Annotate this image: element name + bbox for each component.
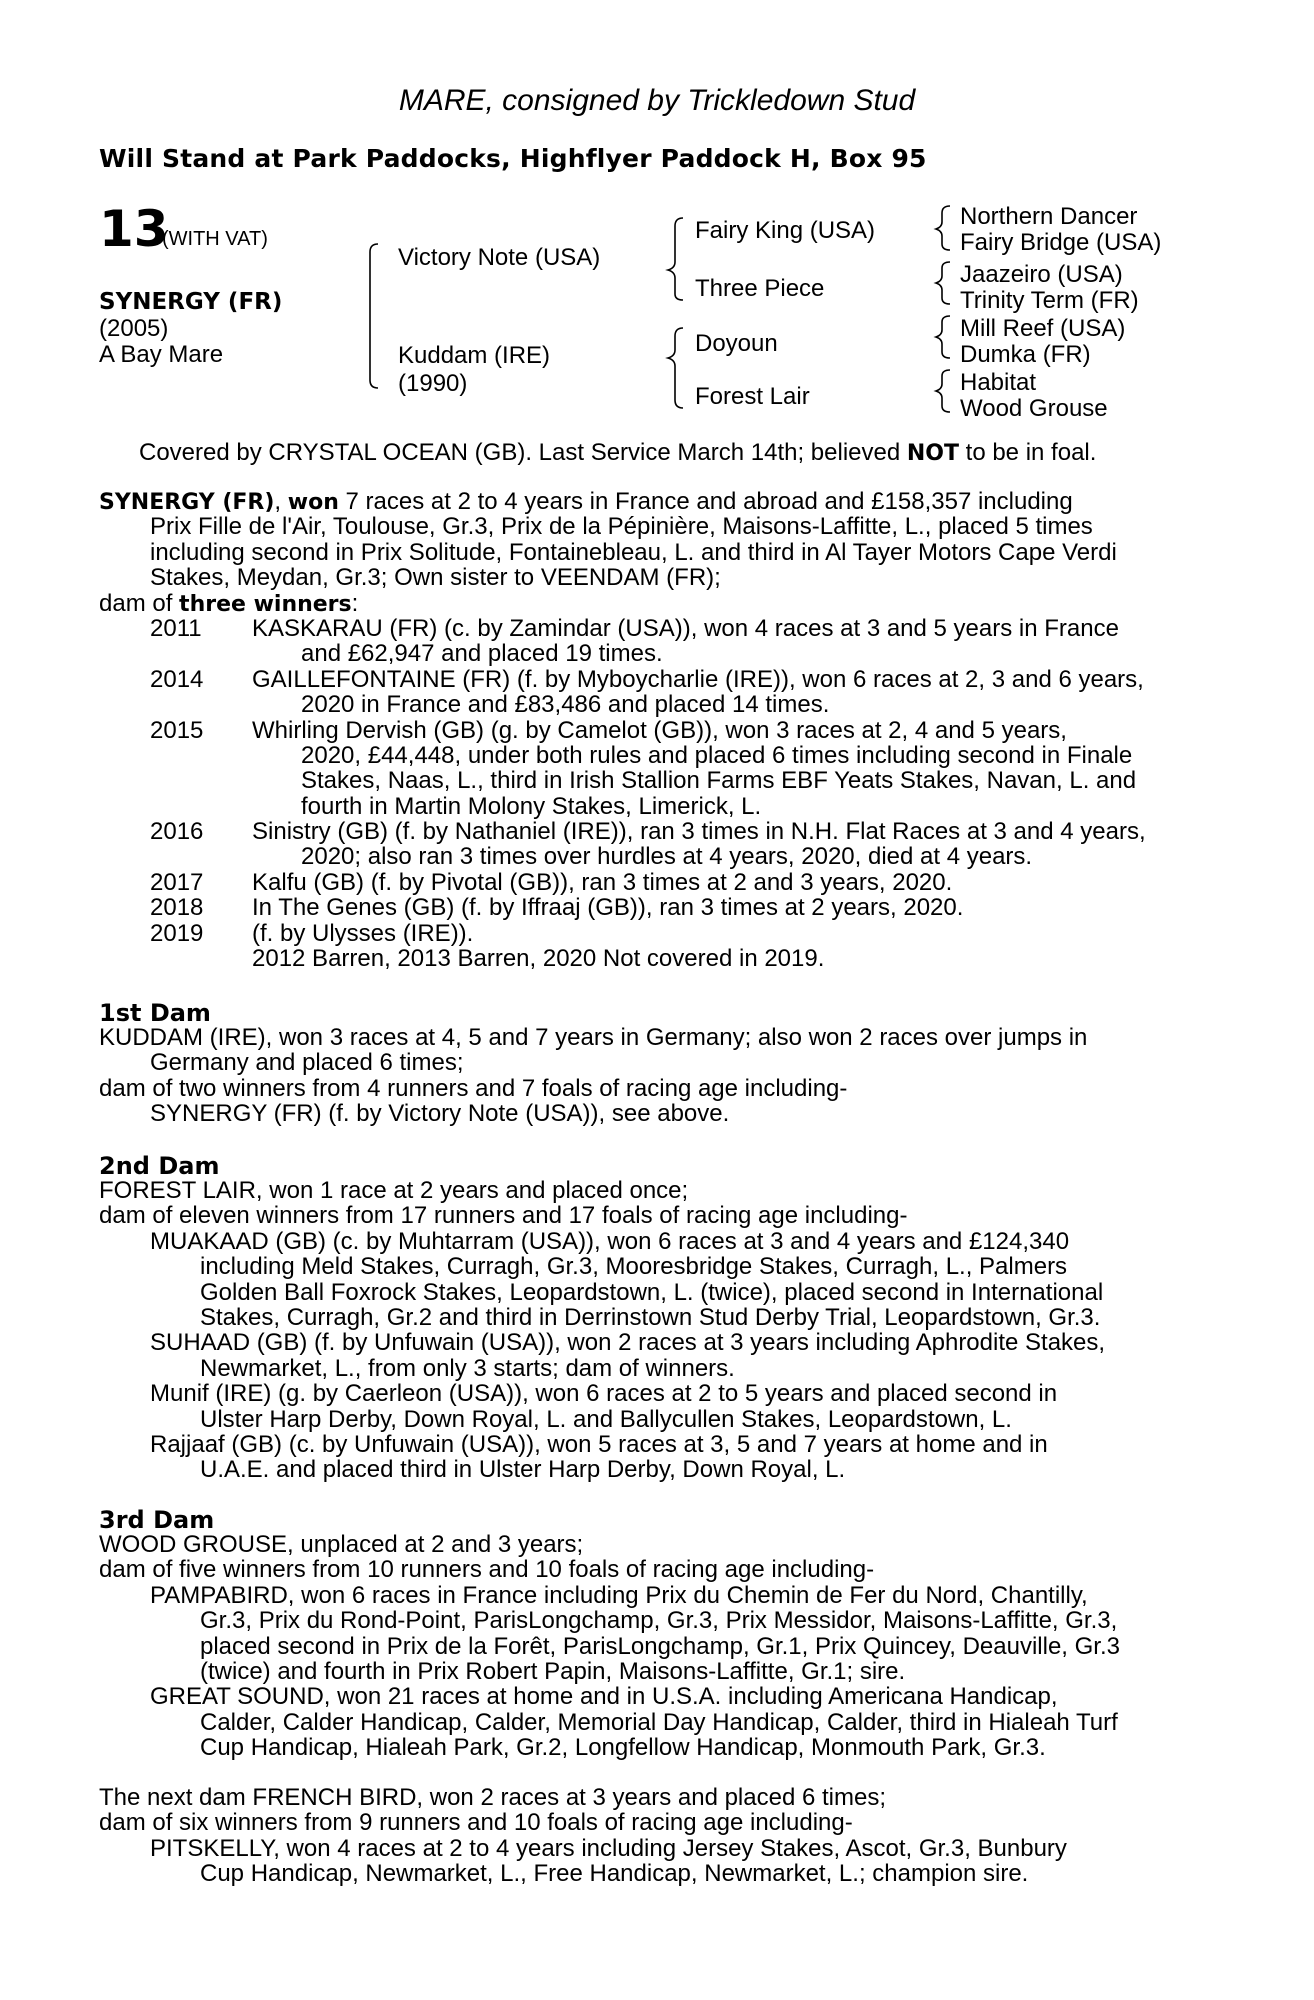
second-dam-line: including Meld Stakes, Curragh, Gr.3, Mooresbridge Stakes, Curragh, L., Palmers <box>200 1253 1068 1281</box>
pedigree-g8: Wood Grouse <box>960 395 1108 422</box>
bracket-g34 <box>936 262 950 304</box>
second-dam-line: dam of eleven winners from 17 runners and 17 foals of racing age including- <box>99 1202 908 1230</box>
first-dam-line: SYNERGY (FR) (f. by Victory Note (USA)), see above. <box>150 1100 730 1128</box>
second-dam-line: MUAKAAD (GB) (c. by Muhtarram (USA)), won 6 races at 3 and 4 years and £124,340 <box>150 1227 1070 1255</box>
horse-description: A Bay Mare <box>99 341 224 368</box>
next-dam-line: PITSKELLY, won 4 races at 2 to 4 years including Jersey Stakes, Ascot, Gr.3, Bunbury <box>150 1834 1067 1862</box>
produce-item: 2017 Kalfu (GB) (f. by Pivotal (GB)), ran 3 times at 2 and 3 years, 2020. <box>150 868 953 896</box>
pedigree-g7: Habitat <box>960 369 1037 396</box>
third-dam-line: (twice) and fourth in Prix Robert Papin, Maisons-Laffitte, Gr.1; sire. <box>200 1657 906 1685</box>
covering-note: Covered by CRYSTAL OCEAN (GB). Last Service March 14th; believed NOT to be in foal. <box>139 439 1097 466</box>
pedigree-dam-dam: Forest Lair <box>695 383 810 410</box>
horse-year: (2005) <box>99 315 169 342</box>
first-dam-line: Germany and placed 6 times; <box>150 1049 464 1077</box>
second-dam-line: Newmarket, L., from only 3 starts; dam of winners. <box>200 1354 735 1382</box>
produce-item: 2018 In The Genes (GB) (f. by Iffraaj (GB)), ran 3 times at 2 years, 2020. <box>150 894 964 922</box>
page-title: MARE, consigned by Trickledown Stud <box>398 84 916 117</box>
third-dam-line: Gr.3, Prix du Rond-Point, ParisLongchamp, Gr.3, Prix Messidor, Maisons-Laffitte, Gr.3, <box>200 1607 1118 1635</box>
produce-item-cont: and £62,947 and placed 19 times. <box>301 640 663 668</box>
first-dam-line: KUDDAM (IRE), won 3 races at 4, 5 and 7 years in Germany; also won 2 races over jumps in <box>99 1024 1088 1051</box>
pedigree-dam-year: (1990) <box>398 370 468 397</box>
second-dam-line: U.A.E. and placed third in Ulster Harp Derby, Down Royal, L. <box>200 1456 846 1484</box>
first-dam-record <box>99 1025 1201 1127</box>
bracket-g12 <box>936 206 950 250</box>
second-dam-line: Munif (IRE) (g. by Caerleon (USA)), won 6 races at 2 to 5 years and placed second in <box>150 1380 1058 1408</box>
third-dam-record <box>99 1532 1201 1761</box>
lot-number: 13 <box>99 200 169 258</box>
pedigree-sire: Victory Note (USA) <box>398 244 601 271</box>
produce-item-cont: Stakes, Naas, L., third in Irish Stallion Farms EBF Yeats Stakes, Navan, L. and <box>301 767 1137 795</box>
bracket-dam <box>668 328 683 408</box>
second-dam-line: Rajjaaf (GB) (c. by Unfuwain (USA)), won 5 races at 3, 5 and 7 years at home and in <box>150 1430 1048 1458</box>
produce-item: 2012 Barren, 2013 Barren, 2020 Not covered in 2019. <box>252 945 825 973</box>
produce-list <box>99 616 1201 971</box>
mare-record <box>99 489 1201 971</box>
second-dam-line: Golden Ball Foxrock Stakes, Leopardstown, L. (twice), placed second in International <box>200 1278 1104 1306</box>
bracket-sire <box>668 218 683 300</box>
first-dam-heading: 1st Dam <box>99 999 211 1027</box>
third-dam-line: Cup Handicap, Hialeah Park, Gr.2, Longfellow Handicap, Monmouth Park, Gr.3. <box>200 1734 1046 1762</box>
second-dam-heading: 2nd Dam <box>99 1152 220 1180</box>
stand-location: Will Stand at Park Paddocks, Highflyer Paddock H, Box 95 <box>99 144 927 173</box>
produce-item: 2015 Whirling Dervish (GB) (g. by Camelot (GB)), won 3 races at 2, 4 and 5 years, <box>150 716 1067 744</box>
third-dam-line: PAMPABIRD, won 6 races in France including Prix du Chemin de Fer du Nord, Chantilly, <box>150 1581 1088 1609</box>
second-dam-line: Stakes, Curragh, Gr.2 and third in Derrinstown Stud Derby Trial, Leopardstown, Gr.3. <box>200 1303 1101 1331</box>
produce-item: 2011 KASKARAU (FR) (c. by Zamindar (USA)), won 4 races at 3 and 5 years in France <box>150 614 1119 642</box>
next-dam-line: The next dam FRENCH BIRD, won 2 races at 3 years and placed 6 times; <box>99 1784 886 1811</box>
third-dam-line: WOOD GROUSE, unplaced at 2 and 3 years; <box>99 1531 584 1558</box>
mare-record-line: including second in Prix Solitude, Fontainebleau, L. and third in Al Tayer Motors Cape Verdi <box>150 538 1117 566</box>
pedigree-dam: Kuddam (IRE) <box>398 342 551 369</box>
pedigree-sire-sire: Fairy King (USA) <box>695 217 876 244</box>
vat-note: (WITH VAT) <box>162 228 268 250</box>
produce-item-cont: fourth in Martin Molony Stakes, Limerick, L. <box>301 792 762 820</box>
third-dam-line: dam of five winners from 10 runners and 10 foals of racing age including- <box>99 1556 875 1584</box>
pedigree-dam-sire: Doyoun <box>695 330 778 357</box>
bracket-g78 <box>936 370 950 412</box>
pedigree-g5: Mill Reef (USA) <box>960 315 1126 342</box>
pedigree-g3: Jaazeiro (USA) <box>960 261 1123 288</box>
second-dam-line: SUHAAD (GB) (f. by Unfuwain (USA)), won 2 races at 3 years including Aphrodite Stakes, <box>150 1329 1106 1357</box>
third-dam-line: GREAT SOUND, won 21 races at home and in U.S.A. including Americana Handicap, <box>150 1683 1058 1711</box>
second-dam-line: FOREST LAIR, won 1 race at 2 years and placed once; <box>99 1177 689 1204</box>
next-dam-record <box>99 1785 1201 1887</box>
next-dam-line: Cup Handicap, Newmarket, L., Free Handicap, Newmarket, L.; champion sire. <box>200 1860 1029 1888</box>
mare-record-line: Stakes, Meydan, Gr.3; Own sister to VEENDAM (FR); <box>150 564 721 592</box>
horse-name: SYNERGY (FR) <box>99 289 283 315</box>
second-dam-line: Ulster Harp Derby, Down Royal, L. and Ballycullen Stakes, Leopardstown, L. <box>200 1405 1012 1433</box>
pedigree-g1: Northern Dancer <box>960 203 1138 230</box>
produce-item: 2014 GAILLEFONTAINE (FR) (f. by Myboycharlie (IRE)), won 6 races at 2, 3 and 6 years, <box>150 665 1144 693</box>
produce-item: 2019 (f. by Ulysses (IRE)). <box>150 919 474 947</box>
mare-record-line: dam of three winners: <box>99 589 359 617</box>
pedigree-sire-dam: Three Piece <box>695 275 825 302</box>
first-dam-line: dam of two winners from 4 runners and 7 foals of racing age including- <box>99 1074 848 1102</box>
bracket-g56 <box>936 316 950 358</box>
next-dam-line: dam of six winners from 9 runners and 10 foals of racing age including- <box>99 1809 853 1837</box>
third-dam-line: placed second in Prix de la Forêt, ParisLongchamp, Gr.1, Prix Quincey, Deauville, Gr.3 <box>200 1632 1120 1660</box>
produce-item-cont: 2020 in France and £83,486 and placed 14 times. <box>301 691 830 719</box>
pedigree-g6: Dumka (FR) <box>960 341 1091 368</box>
produce-item-cont: 2020, £44,448, under both rules and placed 6 times including second in Finale <box>301 741 1133 769</box>
third-dam-line: Calder, Calder Handicap, Calder, Memorial Day Handicap, Calder, third in Hialeah Turf <box>200 1708 1118 1736</box>
mare-record-line: SYNERGY (FR), won 7 races at 2 to 4 years in France and abroad and £158,357 including <box>99 488 1073 515</box>
produce-item-cont: 2020; also ran 3 times over hurdles at 4 years, 2020, died at 4 years. <box>301 843 1033 871</box>
pedigree-g2: Fairy Bridge (USA) <box>960 229 1162 256</box>
produce-item: 2016 Sinistry (GB) (f. by Nathaniel (IRE)), ran 3 times in N.H. Flat Races at 3 and 4 years, <box>150 818 1146 846</box>
bracket-sire-dam <box>370 244 378 388</box>
mare-record-line: Prix Fille de l'Air, Toulouse, Gr.3, Prix de la Pépinière, Maisons-Laffitte, L., placed 5 times <box>150 513 1093 541</box>
third-dam-heading: 3rd Dam <box>99 1506 215 1534</box>
second-dam-record <box>99 1178 1201 1483</box>
pedigree-g4: Trinity Term (FR) <box>960 287 1139 314</box>
